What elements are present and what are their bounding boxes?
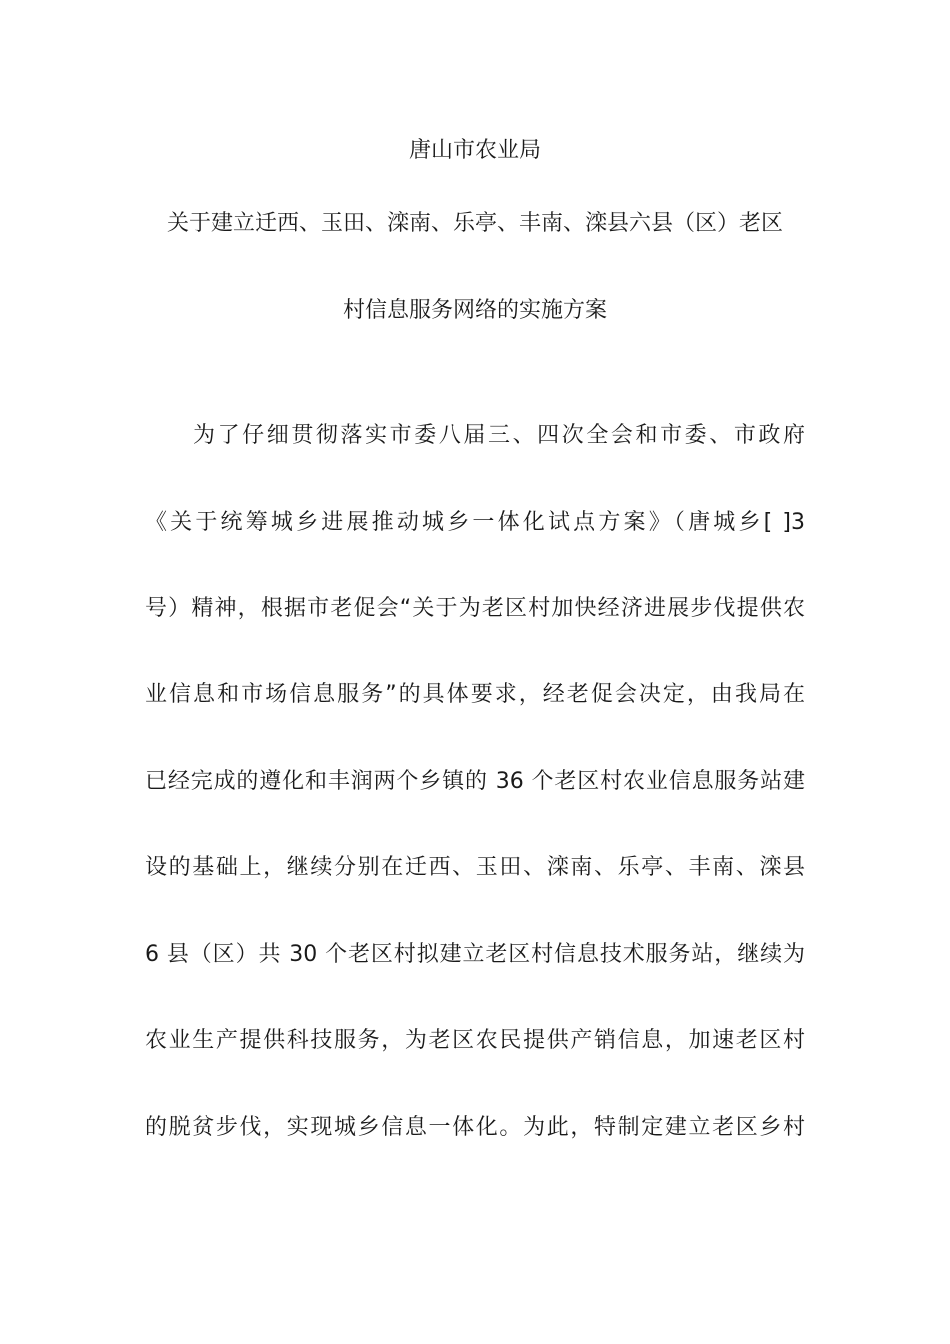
paragraph-line: 《关于统筹城乡进展推动城乡一体化试点方案》（唐城乡[ ]3 (145, 510, 805, 535)
document-title-subject: 关于建立迁西、玉田、滦南、乐亭、丰南、滦县六县（区）老区 (166, 211, 783, 236)
paragraph-line: 农业生产提供科技服务，为老区农民提供产销信息，加速老区村 (145, 1028, 805, 1053)
paragraph-line: 6 县（区）共 30 个老区村拟建立老区村信息技术服务站，继续为 (145, 942, 805, 967)
paragraph-line: 业信息和市场信息服务”的具体要求，经老促会决定，由我局在 (145, 682, 805, 707)
paragraph-line: 号）精神，根据市老促会“关于为老区村加快经济进展步伐提供农 (145, 596, 805, 621)
document-title-issuer: 唐山市农业局 (408, 138, 541, 163)
paragraph-line: 已经完成的遵化和丰润两个乡镇的 36 个老区村农业信息服务站建 (145, 769, 805, 794)
paragraph-line: 为了仔细贯彻落实市委八届三、四次全会和市委、市政府 (193, 423, 805, 448)
paragraph-line: 设的基础上，继续分别在迁西、玉田、滦南、乐亭、丰南、滦县 (145, 855, 805, 880)
document-title-subject-cont: 村信息服务网络的实施方案 (342, 298, 607, 323)
paragraph-line: 的脱贫步伐，实现城乡信息一体化。为此，特制定建立老区乡村 (145, 1115, 805, 1140)
